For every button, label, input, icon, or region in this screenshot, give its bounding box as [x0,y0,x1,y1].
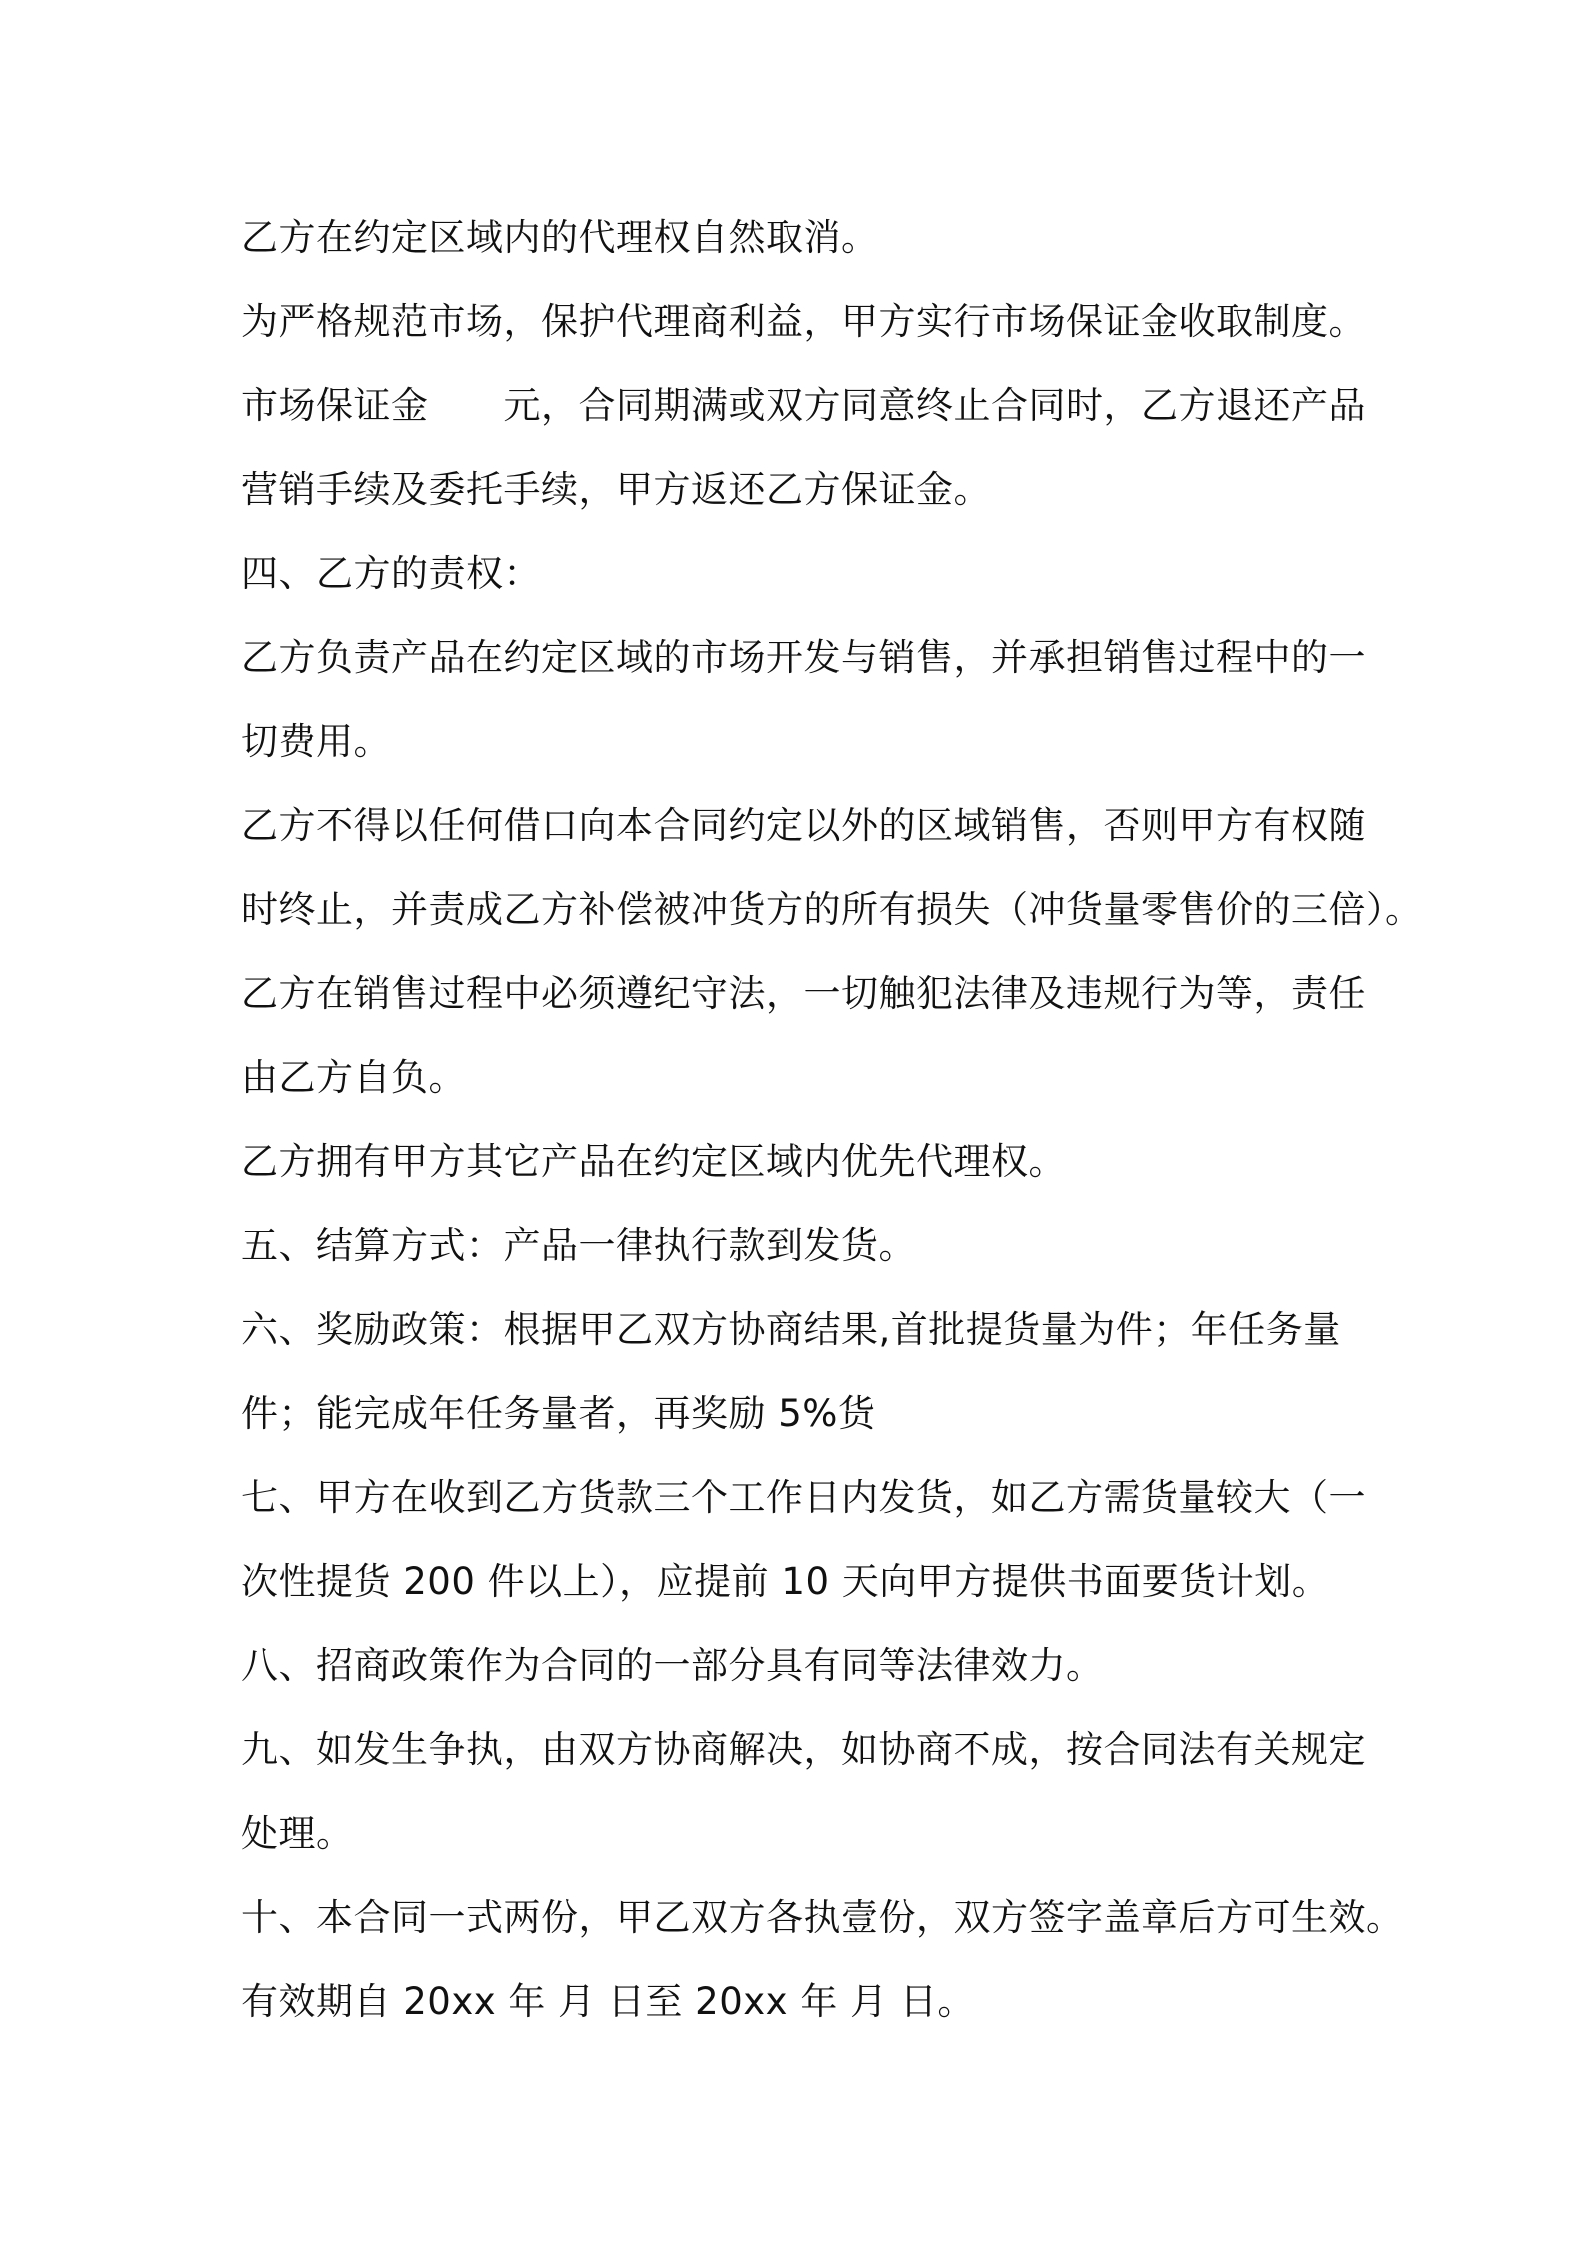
text-line: 乙方负责产品在约定区域的市场开发与销售，并承担销售过程中的一 [241,636,1366,679]
text-line: 乙方在约定区域内的代理权自然取消。 [241,216,879,259]
text-line: 乙方不得以任何借口向本合同约定以外的区域销售，否则甲方有权随 [241,804,1366,847]
text-line: 件；能完成年任务量者，再奖励 5%货 [241,1392,876,1435]
text-line: 有效期自 20xx 年 月 日至 20xx 年 月 日。 [241,1980,975,2023]
section-heading: 十、本合同一式两份，甲乙双方各执壹份，双方签字盖章后方可生效。 [241,1896,1404,1939]
section-heading: 八、招商政策作为合同的一部分具有同等法律效力。 [241,1644,1104,1687]
text-line: 时终止，并责成乙方补偿被冲货方的所有损失（冲货量零售价的三倍）。 [241,888,1423,931]
text-line: 处理。 [241,1812,354,1855]
section-heading: 六、奖励政策：根据甲乙双方协商结果,首批提货量为件；年任务量 [241,1308,1341,1351]
text-line: 切费用。 [241,720,391,763]
text-line: 为严格规范市场，保护代理商利益，甲方实行市场保证金收取制度。 [241,300,1366,343]
section-heading: 九、如发生争执，由双方协商解决，如协商不成，按合同法有关规定 [241,1728,1366,1771]
text-line: 由乙方自负。 [241,1056,466,1099]
text-line: 营销手续及委托手续，甲方返还乙方保证金。 [241,468,991,511]
text-line: 次性提货 200 件以上），应提前 10 天向甲方提供书面要货计划。 [241,1560,1330,1603]
section-heading: 五、结算方式：产品一律执行款到发货。 [241,1224,916,1267]
text-line: 乙方拥有甲方其它产品在约定区域内优先代理权。 [241,1140,1066,1183]
text-line: 乙方在销售过程中必须遵纪守法，一切触犯法律及违规行为等，责任 [241,972,1366,1015]
section-heading: 四、乙方的责权： [241,552,541,595]
text-line: 市场保证金 元，合同期满或双方同意终止合同时，乙方退还产品 [241,384,1366,427]
section-heading: 七、甲方在收到乙方货款三个工作日内发货，如乙方需货量较大（一 [241,1476,1366,1519]
document-body [241,196,1423,2044]
